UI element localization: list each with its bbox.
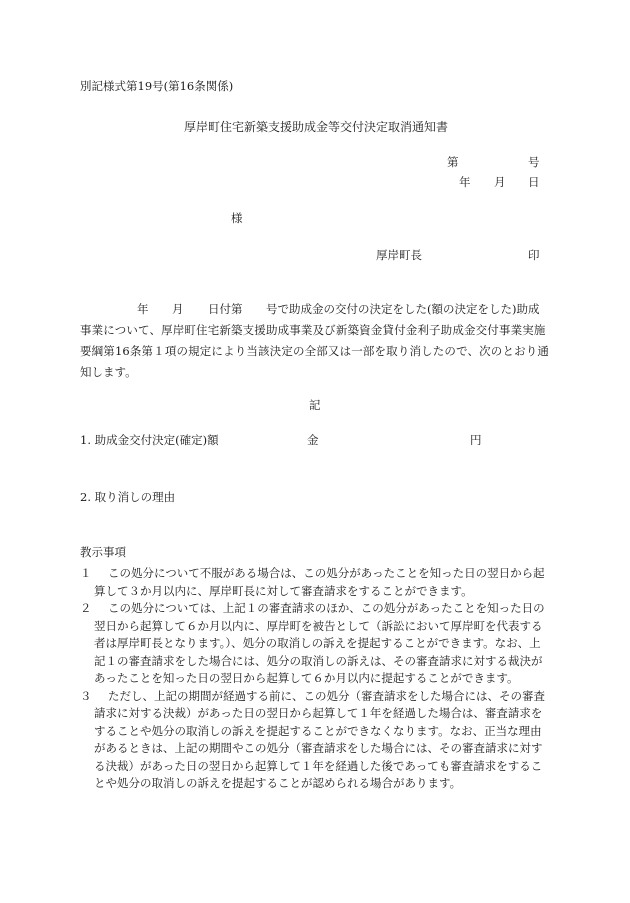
body-line-2: 事業について、厚岸町住宅新築支援助成事業及び新築資金貸付金利子助成金交付事業実施	[80, 323, 546, 337]
notice-item	[80, 565, 550, 600]
form-label: 別記様式第19号(第16条関係)	[80, 79, 234, 93]
body-date-text: 日付第	[208, 302, 243, 316]
notice-item-number: １	[80, 566, 92, 580]
body-continuation: 号で助成金の交付の決定をした(額の決定をした)助成	[266, 302, 540, 316]
body-line-4: 知します。	[80, 365, 137, 379]
notice-item-text: この処分について不服がある場合は、この処分があったことを知った日の翌日から起算して３か月以内に、厚岸町長に対して審査請求をすることができます。	[94, 566, 545, 598]
ki-heading: 記	[309, 398, 321, 412]
date-day: 日	[528, 175, 540, 189]
number-suffix: 号	[528, 155, 540, 169]
addressee-suffix: 様	[231, 211, 243, 225]
item1-yen: 円	[470, 433, 482, 447]
notice-item-text: ただし、上記の期間が経過する前に、この処分（審査請求をした場合には、その審査請求に対する決裁）があった日の翌日から起算して１年を経過した場合は、審査請求をすることや処分の取消しの訴えを提起することができなくなります。なお、正当な理由があるときは、上記の期間やこの処分（審査請求をした場合には、その審査請求に対する決裁）があった日の翌日から起算して１年を経過した後であっても審査請求をすることや処分の取消しの訴えを提起することが認められる場合があります。	[94, 688, 545, 790]
item1-label: 1. 助成金交付決定(確定)額	[80, 433, 219, 447]
body-month: 月	[172, 302, 184, 316]
item2-label: 2. 取り消しの理由	[80, 490, 176, 504]
notice-item-number: ３	[80, 688, 92, 703]
notice-list	[80, 565, 550, 793]
notice-heading: 教示事項	[80, 545, 126, 559]
body-line-3: 要綱第16条第１項の規定により当該決定の全部又は一部を取り消したので、次のとおり通	[80, 344, 550, 358]
document-title: 厚岸町住宅新築支援助成金等交付決定取消通知書	[184, 120, 449, 134]
date-year: 年	[459, 175, 471, 189]
body-year: 年	[137, 302, 149, 316]
seal-mark: 印	[528, 248, 540, 262]
item1-kin: 金	[307, 433, 319, 447]
number-prefix: 第	[447, 155, 459, 169]
notice-item-number: ２	[80, 601, 92, 615]
notice-item	[80, 688, 550, 793]
notice-item-text: この処分については、上記１の審査請求のほか、この処分があったことを知った日の翌日から起算して６か月以内に、厚岸町を被告として（訴訟において厚岸町を代表する者は厚岸町長となります。）、処分の取消しの訴えを提起することができます。なお、上記１の審査請求をした場合には、処分の取消しの訴えは、その審査請求に対する裁決があったことを知った日の翌日から起算して６か月以内に提起することができます。	[94, 601, 545, 685]
date-month: 月	[494, 175, 506, 189]
notice-item	[80, 600, 550, 688]
sender-name: 厚岸町長	[376, 248, 422, 262]
